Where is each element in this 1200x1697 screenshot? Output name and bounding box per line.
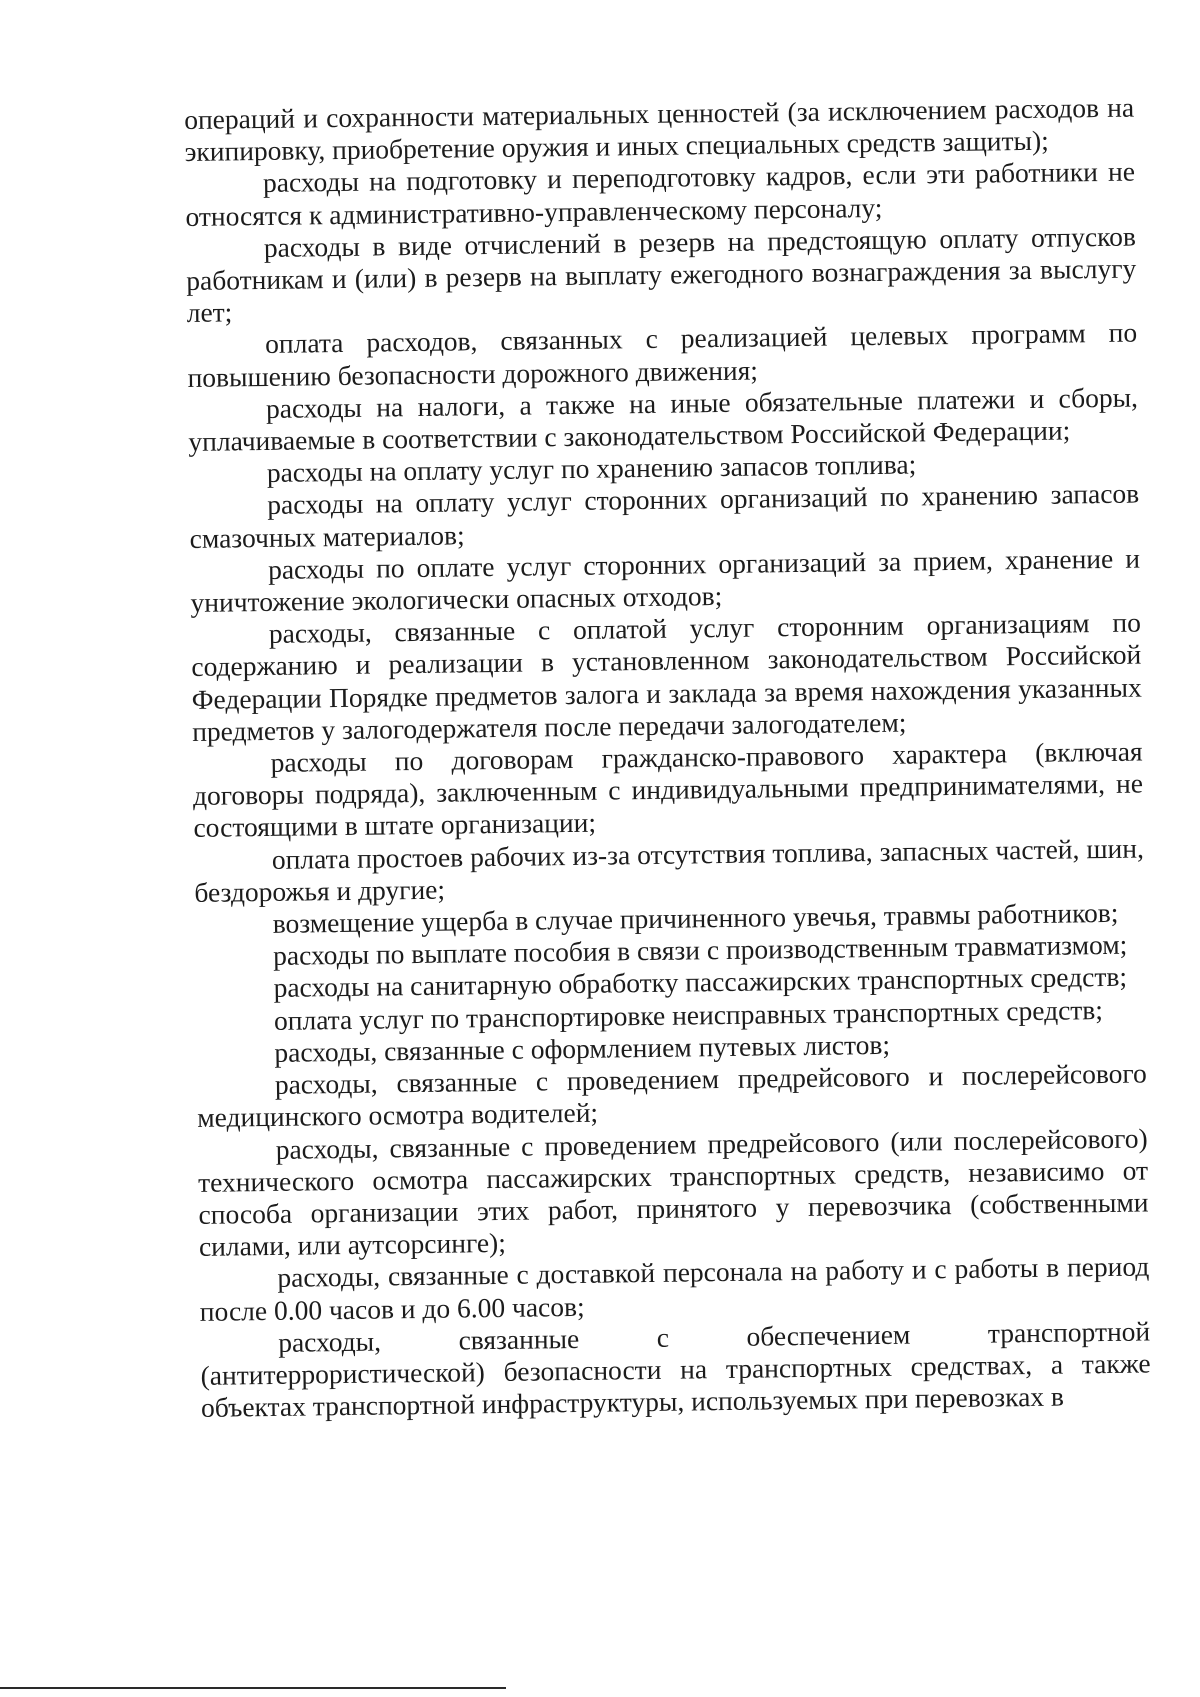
paragraph-towing: оплата услуг по транспортировке неисправных транспортных средств; (273, 993, 1104, 1036)
paragraph-continuation: операций и сохранности материальных ценностей (за исключением расходов на экипировку, приобретение оружия и иных специальных средств защиты); (184, 91, 1135, 168)
paragraph-injury-compensation: возмещение ущерба в случае причиненного увечья, травмы работников; (272, 896, 1119, 939)
paragraph-fuel-storage: расходы на оплату услуг по хранению запасов топлива; (266, 448, 917, 489)
footnote-separator-line (0, 1687, 506, 1689)
paragraph-night-staff-transport: расходы, связанные с доставкой персонала на работу и с работы в период после 0.00 часов и до 6.00 часов; (199, 1250, 1150, 1327)
paragraph-injury-benefits: расходы по выплате пособия в связи с производственным травматизмом; (272, 929, 1128, 972)
paragraph-road-safety-programs: оплата расходов, связанных с реализацией целевых программ по повышению безопасности дорожного движения; (187, 316, 1138, 393)
paragraph-medical-checks: расходы, связанные с проведением предрейсового и послерейсового медицинского осмотра водителей; (197, 1057, 1147, 1134)
paragraph-downtime: оплата простоев рабочих из-за отсутствия топлива, запасных частей, шин, бездорожья и другие; (194, 832, 1145, 908)
paragraph-technical-checks: расходы, связанные с проведением предрейсового (или послерейсового) технического осмотра пассажирских транспортных средств, независимо от способа организации этих работ, принятого у перевозчика (собственными силами, или аутсорсинге); (197, 1121, 1149, 1263)
paragraph-waybills: расходы, связанные с оформлением путевых листов; (274, 1028, 891, 1068)
paragraph-sanitary-treatment: расходы на санитарную обработку пассажирских транспортных средств; (273, 961, 1128, 1004)
paragraph-hazardous-waste: расходы по оплате услуг сторонних организаций за прием, хранение и уничтожение экологически опасных отходов; (190, 542, 1141, 619)
paragraph-taxes: расходы на налоги, а также на иные обязательные платежи и сборы, уплачиваемые в соответствии с законодательством Российской Федерации; (188, 381, 1139, 458)
paragraph-vacation-reserve: расходы в виде отчислений в резерв на предстоящую оплату отпусков работникам и (или) в резерв на выплату ежегодного вознаграждения за выслугу лет; (186, 220, 1137, 329)
document-body (184, 92, 1151, 1425)
paragraph-lubricant-storage: расходы на оплату услуг сторонних организаций по хранению запасов смазочных материалов; (189, 477, 1140, 554)
paragraph-transport-security: расходы, связанные с обеспечением транспортной (антитеррористической) безопасности на транспортных средствах, а также объектах транспортной инфраструктуры, используемых при перевозках в (200, 1315, 1151, 1424)
paragraph-collateral: расходы, связанные с оплатой услуг сторонним организациям по содержанию и реализации в установленном законодательством Российской Федерации Порядке предметов залога и заклада за время нахождения указанных предметов у залогодержателя после передачи залогодателем; (191, 606, 1142, 747)
paragraph-staff-training: расходы на подготовку и переподготовку кадров, если эти работники не относятся к административно-управленческому персоналу; (185, 155, 1136, 232)
paragraph-civil-contracts: расходы по договорам гражданско-правового характера (включая договоры подряда), заключенным с индивидуальными предпринимателями, не состоящими в штате организации; (192, 735, 1144, 844)
